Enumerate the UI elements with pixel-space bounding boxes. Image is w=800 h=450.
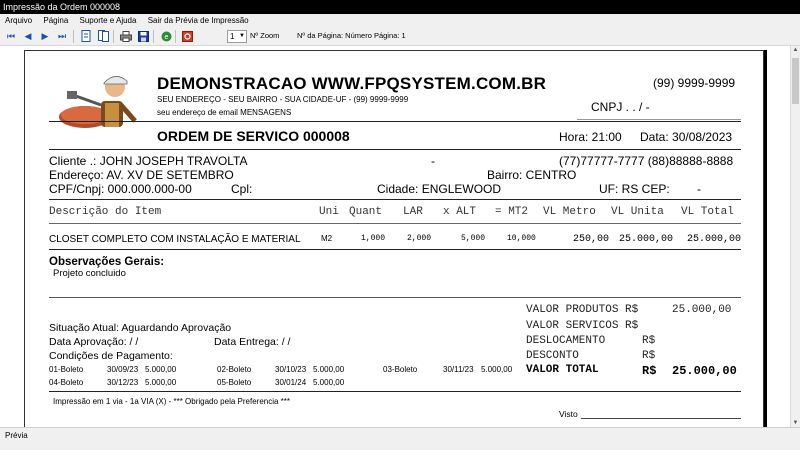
zoom-value: 1	[230, 32, 235, 41]
client-bairro: Bairro: CENTRO	[487, 168, 577, 182]
preview-viewport[interactable]	[0, 46, 790, 427]
data-aprovacao: Data Aprovação: / /	[49, 336, 139, 348]
table-cell-vl-unita: 25.000,00	[619, 234, 674, 245]
observacoes-text: Projeto concluido	[53, 268, 126, 279]
valor-produtos-label: VALOR PRODUTOS R$	[526, 304, 639, 316]
toolbar	[0, 27, 800, 46]
situacao-atual: Situação Atual: Aguardando Aprovação	[49, 322, 232, 334]
company-email: seu endereço de email MENSAGENS	[157, 108, 292, 117]
client-cpl: Cpl:	[231, 182, 253, 196]
chevron-down-icon: ▼	[239, 33, 245, 39]
signature-line	[581, 418, 741, 419]
table-header-alt: x ALT	[443, 206, 477, 218]
payment-5-type: 05-Boleto	[217, 378, 252, 387]
condicoes-pagamento: Condições de Pagamento:	[49, 350, 173, 362]
valor-servicos-label: VALOR SERVICOS R$	[526, 320, 639, 332]
valor-produtos-value: 25.000,00	[672, 304, 732, 316]
payment-4-type: 04-Boleto	[49, 378, 84, 387]
observacoes-label: Observações Gerais:	[49, 256, 165, 268]
table-header-mt2: = MT2	[495, 206, 529, 218]
table-header-vl-metro: VL Metro	[543, 206, 596, 218]
divider	[49, 199, 741, 200]
client-address: Endereço: AV. XV DE SETEMBRO	[49, 168, 234, 182]
menu-suporte[interactable]: Suporte e Ajuda	[79, 16, 137, 25]
payment-3-date: 30/11/23	[443, 365, 474, 374]
table-cell-lar: 2,000	[407, 234, 432, 243]
table-cell-mt2: 10,000	[507, 234, 536, 243]
report-page	[24, 50, 764, 427]
page-number-label: Nº da Página: Número Página: 1	[297, 31, 406, 40]
valor-total-value: 25.000,00	[672, 364, 737, 378]
table-header-vl-total: VL Total	[681, 206, 734, 218]
payment-5-value: 5.000,00	[313, 378, 345, 387]
toolbar-separator	[153, 30, 154, 43]
last-page-icon[interactable]: ⏭	[57, 30, 67, 41]
zoom-select[interactable]	[227, 30, 247, 43]
payment-4-date: 30/12/23	[107, 378, 139, 387]
desconto-label: DESCONTO	[526, 350, 579, 362]
table-cell-uni: M2	[321, 234, 333, 243]
table-cell-descricao: CLOSET COMPLETO COM INSTALAÇÃO E MATERIAL	[49, 234, 301, 245]
zoom-label: Nº Zoom	[250, 31, 280, 40]
order-date: Data: 30/08/2023	[640, 130, 733, 144]
window-title: Impressão da Ordem 000008	[0, 0, 800, 14]
cnpj-underline	[577, 119, 741, 120]
next-page-icon[interactable]: ▶	[41, 30, 49, 41]
payment-1-type: 01-Boleto	[49, 365, 84, 374]
svg-text:e: e	[164, 33, 168, 41]
divider	[49, 297, 741, 298]
table-header-descricao: Descrição do Item	[49, 206, 162, 218]
menu-bar	[0, 14, 800, 27]
table-cell-quant: 1,000	[361, 234, 386, 243]
payment-5-date: 30/01/24	[275, 378, 307, 387]
divider	[49, 249, 741, 250]
payment-1-value: 5.000,00	[145, 365, 177, 374]
toolbar-separator	[175, 30, 176, 43]
menu-sair[interactable]: Sair da Prévia de Impressão	[147, 16, 249, 25]
payment-4-value: 5.000,00	[145, 378, 177, 387]
toolbar-separator	[113, 30, 114, 43]
client-dash: -	[431, 154, 435, 168]
client-cep-dash: -	[697, 182, 701, 196]
table-cell-vl-total: 25.000,00	[687, 234, 742, 245]
client-uf-cep: UF: RS CEP:	[599, 182, 670, 196]
status-bar: Prévia	[0, 427, 800, 450]
save-icon[interactable]	[137, 30, 149, 42]
table-cell-alt: 5,000	[461, 234, 486, 243]
payment-3-value: 5.000,00	[481, 365, 513, 374]
valor-total-rs: R$	[642, 364, 657, 378]
visto-label: Visto	[559, 409, 578, 419]
single-page-icon[interactable]	[80, 30, 92, 42]
close-preview-icon[interactable]	[181, 30, 193, 42]
scroll-up-icon[interactable]: ▲	[792, 47, 799, 53]
two-page-icon[interactable]	[97, 30, 109, 42]
payment-2-date: 30/10/23	[275, 365, 307, 374]
table-cell-vl-metro: 250,00	[573, 234, 610, 245]
table-header-vl-unita: VL Unita	[611, 206, 664, 218]
company-name: DEMONSTRACAO WWW.FPQSYSTEM.COM.BR	[157, 74, 547, 93]
company-address: SEU ENDEREÇO - SEU BAIRRO - SUA CIDADE-UF - (99) 9999-9999	[157, 95, 409, 104]
divider	[49, 121, 741, 122]
order-time: Hora: 21:00	[559, 130, 622, 144]
client-cpf: CPF/Cnpj: 000.000.000-00	[49, 182, 192, 196]
company-cnpj: CNPJ . . / -	[591, 100, 650, 114]
order-title: ORDEM DE SERVICO 000008	[157, 128, 350, 144]
menu-arquivo[interactable]: Arquivo	[5, 16, 33, 25]
divider	[49, 149, 741, 150]
prev-page-icon[interactable]: ◀	[24, 30, 32, 41]
vertical-scrollbar[interactable]	[790, 46, 800, 427]
valor-total-label: VALOR TOTAL	[526, 364, 599, 376]
table-header-lar: LAR	[403, 206, 423, 218]
toolbar-separator	[73, 30, 74, 43]
deslocamento-label: DESLOCAMENTO	[526, 335, 606, 347]
divider	[49, 391, 741, 392]
payment-2-value: 5.000,00	[313, 365, 345, 374]
menu-pagina[interactable]: Página	[43, 16, 69, 25]
scroll-down-icon[interactable]: ▼	[792, 420, 799, 426]
client-cidade: Cidade: ENGLEWOOD	[377, 182, 502, 196]
scroll-thumb[interactable]	[792, 58, 799, 104]
print-icon[interactable]	[120, 30, 132, 42]
data-entrega: Data Entrega: / /	[214, 336, 291, 348]
export-icon[interactable]	[160, 30, 172, 42]
client-phones: (77)77777-7777 (88)88888-8888	[559, 154, 734, 168]
client-name: Cliente .: JOHN JOSEPH TRAVOLTA	[49, 154, 248, 168]
table-header-uni: Uni	[319, 206, 339, 218]
table-header-quant: Quant	[349, 206, 383, 218]
company-phone: (99) 9999-9999	[653, 76, 736, 90]
payment-1-date: 30/09/23	[107, 365, 139, 374]
divider	[49, 223, 741, 224]
deslocamento-rs: R$	[642, 335, 656, 347]
payment-3-type: 03-Boleto	[383, 365, 418, 374]
impressao-info: Impressão em 1 via - 1a VIA (X) - *** Obrigado pela Preferencia ***	[53, 397, 290, 406]
payment-2-type: 02-Boleto	[217, 365, 252, 374]
desconto-rs: R$	[642, 350, 656, 362]
first-page-icon[interactable]: ⏮	[6, 30, 16, 41]
